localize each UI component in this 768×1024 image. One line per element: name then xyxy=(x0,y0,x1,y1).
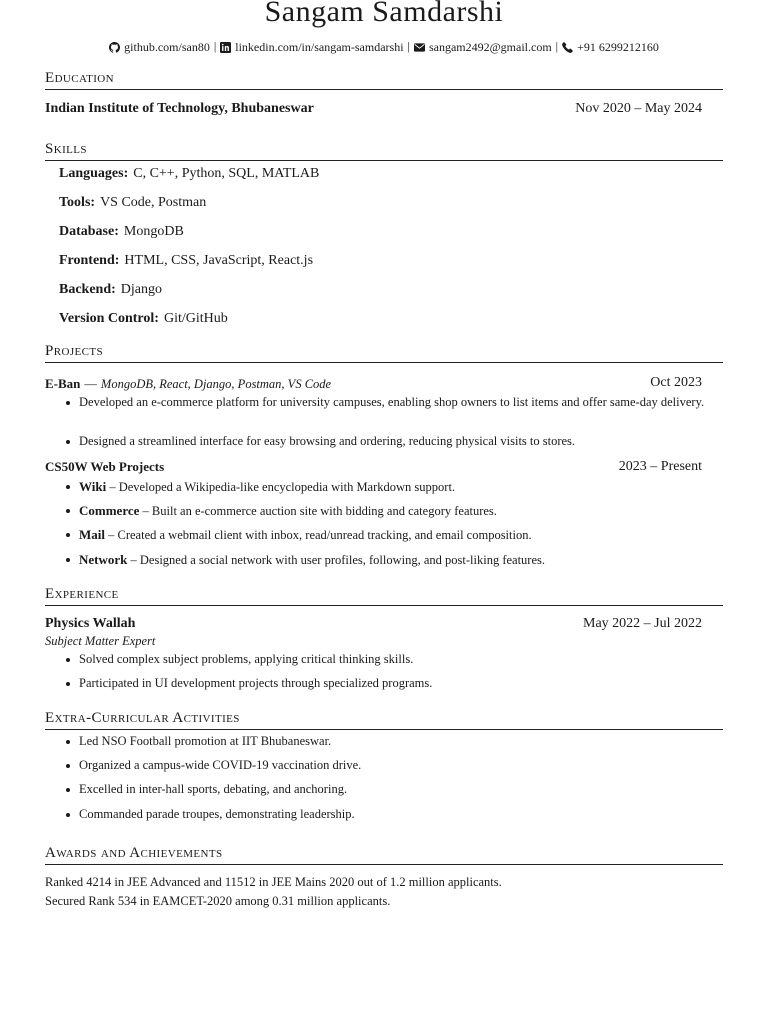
project-name: CS50W Web Projects xyxy=(45,459,165,474)
list-item xyxy=(65,503,707,519)
separator: | xyxy=(213,39,217,53)
list-item: Organized a campus-wide COVID-19 vaccination drive. xyxy=(65,758,707,773)
separator: | xyxy=(555,39,559,53)
project-dash: — xyxy=(84,377,97,391)
project-heading-eban xyxy=(45,375,702,393)
project-date: Oct 2023 xyxy=(650,375,702,390)
education-dates: Nov 2020 – May 2024 xyxy=(575,101,702,116)
list-item xyxy=(65,479,707,495)
section-title-experience: Experience xyxy=(45,585,723,606)
skill-value: HTML, CSS, JavaScript, React.js xyxy=(124,253,314,268)
list-item: Participated in UI development projects through specialized programs. xyxy=(65,676,707,691)
envelope-icon xyxy=(414,42,425,53)
skill-key: Tools: xyxy=(59,195,96,210)
project-stack: MongoDB, React, Django, Postman, VS Code xyxy=(100,377,332,391)
phone-text: +91 6299212160 xyxy=(577,40,659,55)
section-title-skills: Skills xyxy=(45,140,723,161)
experience-role: Subject Matter Expert xyxy=(45,634,156,648)
skill-row-backend xyxy=(59,281,162,299)
contact-line xyxy=(45,38,723,55)
bullet-key: Commerce xyxy=(79,503,140,518)
email-text: sangam2492@gmail.com xyxy=(428,40,552,55)
github-icon xyxy=(109,42,120,53)
skill-key: Version Control: xyxy=(59,311,159,326)
list-item: Excelled in inter-hall sports, debating, and anchoring. xyxy=(65,782,707,797)
section-title-awards: Awards and Achievements xyxy=(45,844,723,865)
experience-dates: May 2022 – Jul 2022 xyxy=(583,616,702,631)
skill-key: Database: xyxy=(59,224,119,239)
skill-value: Django xyxy=(120,282,163,297)
skill-key: Frontend: xyxy=(59,253,120,268)
bullet-text: – Created a webmail client with inbox, read/unread tracking, and email composition. xyxy=(105,528,532,542)
bullet-key: Mail xyxy=(79,527,105,542)
project-date: 2023 – Present xyxy=(618,459,702,474)
skill-key: Backend: xyxy=(59,282,116,297)
list-item: Solved complex subject problems, applying critical thinking skills. xyxy=(65,652,707,667)
skill-row-languages xyxy=(59,165,319,183)
github-text: github.com/san80 xyxy=(124,40,210,55)
phone-icon xyxy=(562,42,573,53)
project-heading-cs50w xyxy=(45,459,702,477)
github-link[interactable] xyxy=(109,39,210,55)
project-name: E-Ban xyxy=(45,376,81,391)
education-row xyxy=(45,100,702,118)
bullet-key: Network xyxy=(79,552,128,567)
skill-row-frontend xyxy=(59,252,313,270)
section-title-education: Education xyxy=(45,69,723,90)
skill-value: MongoDB xyxy=(123,224,184,239)
linkedin-link[interactable] xyxy=(220,39,403,55)
bullet-text: – Designed a social network with user profiles, following, and post-liking features. xyxy=(127,553,546,567)
phone-link[interactable] xyxy=(562,39,659,55)
skill-key: Languages: xyxy=(59,166,129,181)
skill-row-tools xyxy=(59,194,206,212)
award-line: Secured Rank 534 in EAMCET-2020 among 0.31 million applicants. xyxy=(45,894,391,908)
bullet-text: – Built an e-commerce auction site with bidding and category features. xyxy=(139,504,497,518)
list-item xyxy=(65,552,707,568)
linkedin-text: linkedin.com/in/sangam-samdarshi xyxy=(235,40,404,55)
list-item xyxy=(65,527,707,543)
email-link[interactable] xyxy=(414,39,552,55)
experience-row xyxy=(45,615,702,633)
skill-value: VS Code, Postman xyxy=(100,195,207,210)
skill-value: C, C++, Python, SQL, MATLAB xyxy=(133,166,320,181)
skill-value: Git/GitHub xyxy=(163,311,228,326)
list-item: Led NSO Football promotion at IIT Bhubaneswar. xyxy=(65,734,707,749)
skill-row-database xyxy=(59,223,184,241)
list-item: Developed an e-commerce platform for university campuses, enabling shop owners to list items and offer same-day delivery. xyxy=(65,395,707,410)
candidate-name: Sangam Samdarshi xyxy=(264,0,504,28)
list-item: Designed a streamlined interface for easy browsing and ordering, reducing physical visits to stores. xyxy=(65,434,707,449)
separator: | xyxy=(407,39,410,53)
skill-row-version-control xyxy=(59,310,228,328)
list-item: Commanded parade troupes, demonstrating leadership. xyxy=(65,807,707,822)
section-title-extracurricular: Extra-Curricular Activities xyxy=(45,709,723,730)
bullet-text: – Developed a Wikipedia-like encyclopedia with Markdown support. xyxy=(106,480,456,494)
linkedin-icon xyxy=(220,42,231,53)
company-name: Physics Wallah xyxy=(45,616,136,631)
section-title-projects: Projects xyxy=(45,342,723,363)
award-line: Ranked 4214 in JEE Advanced and 11512 in JEE Mains 2020 out of 1.2 million applicants. xyxy=(45,875,502,889)
institution-name: Indian Institute of Technology, Bhubaneswar xyxy=(45,101,314,116)
bullet-key: Wiki xyxy=(79,479,107,494)
